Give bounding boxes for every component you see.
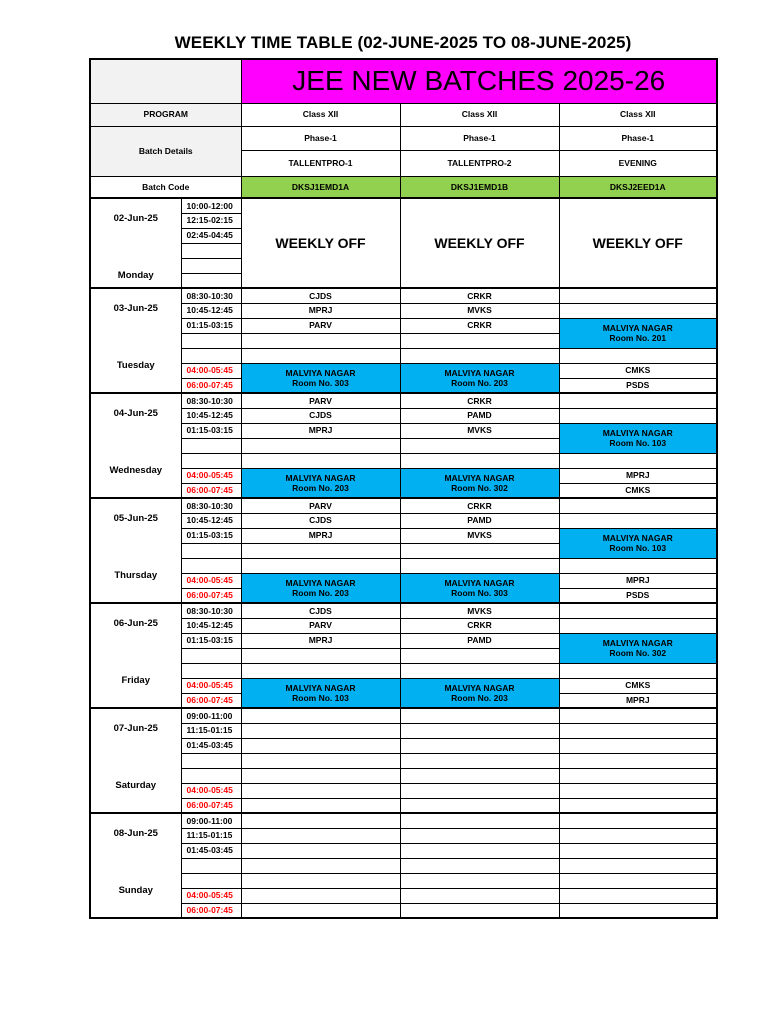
subject-cell: PARV (241, 618, 400, 633)
table-row (90, 558, 717, 573)
subject-cell (400, 813, 559, 828)
subject-cell: MVKS (400, 423, 559, 438)
table-row (90, 858, 717, 873)
day-date-cell (90, 708, 181, 813)
table-row (90, 678, 717, 693)
room-cell (400, 573, 559, 603)
room-number: Room No. 303 (451, 587, 508, 598)
subject-cell: PAMD (400, 408, 559, 423)
day-date-cell (90, 813, 181, 918)
day-date: 04-Jun-25 (113, 408, 158, 419)
room-number: Room No. 303 (292, 377, 349, 388)
subject-cell (559, 723, 717, 738)
table-row (90, 288, 717, 303)
subject-cell (559, 513, 717, 528)
table-row (90, 618, 717, 633)
room-number: Room No. 103 (609, 438, 667, 448)
time-slot (181, 663, 241, 678)
subject-cell (241, 333, 400, 348)
subject-cell (559, 618, 717, 633)
time-slot: 01:45-03:45 (181, 843, 241, 858)
time-slot (181, 753, 241, 768)
subject-cell (559, 858, 717, 873)
time-slot: 02:45-04:45 (181, 228, 241, 243)
table-row (90, 783, 717, 798)
subject-cell: CRKR (400, 318, 559, 333)
subject-cell: PAMD (400, 513, 559, 528)
room-number: Room No. 302 (451, 482, 508, 493)
time-slot (181, 648, 241, 663)
table-row (90, 768, 717, 783)
subject-cell (241, 768, 400, 783)
subject-cell (400, 828, 559, 843)
subject-cell (559, 558, 717, 573)
batch-name: TALLENTPRO-2 (400, 150, 559, 176)
batch-program: Class XII (241, 103, 400, 126)
subject-cell (559, 903, 717, 918)
subject-cell: CJDS (241, 288, 400, 303)
subject-cell (400, 843, 559, 858)
room-location: MALVIYA NAGAR (285, 682, 356, 693)
subject-cell (559, 603, 717, 618)
room-cell (559, 423, 717, 453)
room-location: MALVIYA NAGAR (444, 577, 515, 588)
banner-row (90, 59, 717, 103)
program-label: PROGRAM (90, 103, 241, 126)
batch-name: TALLENTPRO-1 (241, 150, 400, 176)
batch-code-row (90, 176, 717, 198)
document-title: WEEKLY TIME TABLE (02-JUNE-2025 TO 08-JUNE-2025) (174, 33, 632, 52)
subject-cell: CMKS (559, 483, 717, 498)
time-slot: 04:00-05:45 (181, 783, 241, 798)
room-cell (559, 528, 717, 558)
table-row (90, 813, 717, 828)
batch-program: Class XII (559, 103, 717, 126)
day-name: Friday (121, 675, 150, 687)
subject-cell: CJDS (241, 513, 400, 528)
subject-cell (559, 663, 717, 678)
table-row (90, 468, 717, 483)
day-name: Monday (117, 270, 154, 282)
subject-cell: CJDS (241, 408, 400, 423)
time-slot: 06:00-07:45 (181, 483, 241, 498)
subject-cell (241, 663, 400, 678)
banner-title: JEE NEW BATCHES 2025-26 (241, 59, 717, 103)
subject-cell: MPRJ (559, 468, 717, 483)
room-location: MALVIYA NAGAR (602, 532, 673, 543)
table-row (90, 528, 717, 543)
room-cell (559, 633, 717, 663)
subject-cell: CRKR (400, 498, 559, 513)
time-slot (181, 873, 241, 888)
subject-cell (400, 663, 559, 678)
time-slot (181, 348, 241, 363)
subject-cell (241, 723, 400, 738)
subject-cell (400, 753, 559, 768)
room-location: MALVIYA NAGAR (602, 322, 673, 333)
time-slot: 04:00-05:45 (181, 573, 241, 588)
subject-cell (559, 888, 717, 903)
room-cell (241, 468, 400, 498)
subject-cell (400, 888, 559, 903)
subject-cell (559, 393, 717, 408)
time-slot: 01:15-03:15 (181, 423, 241, 438)
room-cell (241, 678, 400, 708)
table-row (90, 843, 717, 858)
room-location: MALVIYA NAGAR (285, 577, 356, 588)
subject-cell: PARV (241, 498, 400, 513)
day-date: 08-Jun-25 (113, 828, 158, 839)
time-slot: 12:15-02:15 (181, 213, 241, 228)
subject-cell (559, 738, 717, 753)
subject-cell (400, 783, 559, 798)
subject-cell (400, 738, 559, 753)
time-slot: 10:45-12:45 (181, 303, 241, 318)
subject-cell: PSDS (559, 378, 717, 393)
batch-code: DKSJ1EMD1B (400, 176, 559, 198)
table-row (90, 828, 717, 843)
table-row (90, 603, 717, 618)
time-slot: 01:45-03:45 (181, 738, 241, 753)
time-slot: 06:00-07:45 (181, 378, 241, 393)
subject-cell: CMKS (559, 678, 717, 693)
time-slot (181, 273, 241, 288)
batch-name: EVENING (559, 150, 717, 176)
subject-cell (400, 558, 559, 573)
day-name: Thursday (114, 570, 158, 582)
subject-cell (241, 708, 400, 723)
subject-cell (400, 648, 559, 663)
time-slot: 08:30-10:30 (181, 393, 241, 408)
subject-cell (241, 813, 400, 828)
time-slot (181, 333, 241, 348)
table-row (90, 708, 717, 723)
day-date-cell (90, 393, 181, 498)
time-slot: 04:00-05:45 (181, 678, 241, 693)
subject-cell (559, 813, 717, 828)
subject-cell: MPRJ (241, 303, 400, 318)
room-cell (241, 573, 400, 603)
batch-phase: Phase-1 (241, 126, 400, 150)
subject-cell (241, 348, 400, 363)
table-row (90, 423, 717, 438)
room-number: Room No. 103 (292, 692, 349, 703)
table-row (90, 753, 717, 768)
time-slot: 08:30-10:30 (181, 288, 241, 303)
room-location: MALVIYA NAGAR (444, 682, 515, 693)
room-number: Room No. 203 (451, 377, 508, 388)
time-slot (181, 243, 241, 258)
subject-cell (559, 843, 717, 858)
table-row (90, 663, 717, 678)
room-number: Room No. 203 (292, 482, 349, 493)
subject-cell (241, 843, 400, 858)
room-cell (400, 678, 559, 708)
subject-cell (400, 723, 559, 738)
room-cell (559, 318, 717, 348)
table-row (90, 513, 717, 528)
time-slot: 06:00-07:45 (181, 903, 241, 918)
time-slot (181, 258, 241, 273)
time-slot: 04:00-05:45 (181, 363, 241, 378)
subject-cell (400, 333, 559, 348)
table-row (90, 393, 717, 408)
room-location: MALVIYA NAGAR (602, 427, 673, 438)
batch-program: Class XII (400, 103, 559, 126)
subject-cell: PSDS (559, 588, 717, 603)
time-slot (181, 558, 241, 573)
subject-cell: MVKS (400, 603, 559, 618)
time-slot: 08:30-10:30 (181, 498, 241, 513)
time-slot: 10:45-12:45 (181, 618, 241, 633)
table-row (90, 318, 717, 333)
time-slot: 06:00-07:45 (181, 798, 241, 813)
day-date: 02-Jun-25 (113, 213, 158, 224)
day-date: 07-Jun-25 (113, 723, 158, 734)
subject-cell (400, 873, 559, 888)
subject-cell (559, 873, 717, 888)
subject-cell (241, 753, 400, 768)
time-slot: 01:15-03:15 (181, 528, 241, 543)
time-slot: 04:00-05:45 (181, 888, 241, 903)
subject-cell (559, 408, 717, 423)
day-name: Sunday (118, 885, 153, 897)
table-row (90, 903, 717, 918)
time-slot (181, 438, 241, 453)
timetable (89, 58, 718, 919)
subject-cell: MPRJ (559, 693, 717, 708)
table-row (90, 873, 717, 888)
subject-cell (400, 438, 559, 453)
subject-cell: MPRJ (559, 573, 717, 588)
subject-cell: CMKS (559, 363, 717, 378)
time-slot: 06:00-07:45 (181, 693, 241, 708)
subject-cell (400, 798, 559, 813)
subject-cell (241, 738, 400, 753)
time-slot: 01:15-03:15 (181, 633, 241, 648)
program-row (90, 103, 717, 126)
room-cell (400, 468, 559, 498)
subject-cell: MPRJ (241, 633, 400, 648)
time-slot: 11:15-01:15 (181, 828, 241, 843)
subject-cell (241, 543, 400, 558)
subject-cell (241, 828, 400, 843)
banner-blank-cell (90, 59, 241, 103)
day-date: 05-Jun-25 (113, 513, 158, 524)
subject-cell: MVKS (400, 303, 559, 318)
weekly-off-cell: WEEKLY OFF (241, 198, 400, 288)
batch-phase: Phase-1 (559, 126, 717, 150)
table-row (90, 888, 717, 903)
phase-row (90, 126, 717, 150)
room-location: MALVIYA NAGAR (285, 472, 356, 483)
subject-cell (400, 768, 559, 783)
time-slot: 10:45-12:45 (181, 408, 241, 423)
subject-cell (241, 648, 400, 663)
batch-code: DKSJ2EED1A (559, 176, 717, 198)
room-location: MALVIYA NAGAR (444, 472, 515, 483)
subject-cell (400, 708, 559, 723)
time-slot: 11:15-01:15 (181, 723, 241, 738)
subject-cell (400, 543, 559, 558)
subject-cell (559, 348, 717, 363)
weekly-off-cell: WEEKLY OFF (400, 198, 559, 288)
table-row (90, 738, 717, 753)
day-date-cell (90, 603, 181, 708)
subject-cell (241, 858, 400, 873)
table-row (90, 723, 717, 738)
subject-cell (559, 783, 717, 798)
subject-cell (241, 438, 400, 453)
day-date: 03-Jun-25 (113, 303, 158, 314)
subject-cell (559, 288, 717, 303)
subject-cell (559, 708, 717, 723)
subject-cell (241, 873, 400, 888)
table-row (90, 498, 717, 513)
subject-cell (400, 453, 559, 468)
subject-cell (400, 903, 559, 918)
day-date-cell (90, 198, 181, 288)
subject-cell: CRKR (400, 393, 559, 408)
subject-cell: PARV (241, 318, 400, 333)
day-name: Wednesday (109, 465, 163, 477)
time-slot (181, 543, 241, 558)
room-number: Room No. 203 (451, 692, 508, 703)
time-slot (181, 768, 241, 783)
subject-cell: PARV (241, 393, 400, 408)
room-location: MALVIYA NAGAR (444, 367, 515, 378)
subject-cell (241, 783, 400, 798)
time-slot: 04:00-05:45 (181, 468, 241, 483)
subject-cell: MPRJ (241, 423, 400, 438)
subject-cell (241, 453, 400, 468)
subject-cell (559, 453, 717, 468)
batch-code: DKSJ1EMD1A (241, 176, 400, 198)
subject-cell: MVKS (400, 528, 559, 543)
subject-cell (559, 798, 717, 813)
table-row (90, 348, 717, 363)
subject-cell: PAMD (400, 633, 559, 648)
table-row (90, 303, 717, 318)
weekly-off-cell: WEEKLY OFF (559, 198, 717, 288)
day-name: Tuesday (116, 360, 155, 372)
room-number: Room No. 201 (609, 333, 667, 343)
table-row (90, 408, 717, 423)
table-row (90, 453, 717, 468)
table-row (90, 633, 717, 648)
time-slot: 10:00-12:00 (181, 198, 241, 213)
room-number: Room No. 203 (292, 587, 349, 598)
subject-cell (241, 903, 400, 918)
subject-cell (400, 348, 559, 363)
room-cell (400, 363, 559, 393)
table-row (90, 198, 717, 213)
time-slot: 08:30-10:30 (181, 603, 241, 618)
day-date-cell (90, 288, 181, 393)
time-slot: 09:00-11:00 (181, 813, 241, 828)
subject-cell (559, 768, 717, 783)
table-row (90, 363, 717, 378)
table-row (90, 573, 717, 588)
time-slot (181, 858, 241, 873)
subject-cell: CJDS (241, 603, 400, 618)
subject-cell (400, 858, 559, 873)
time-slot (181, 453, 241, 468)
batch-details-label: Batch Details (90, 126, 241, 176)
subject-cell (559, 753, 717, 768)
subject-cell: CRKR (400, 618, 559, 633)
batch-phase: Phase-1 (400, 126, 559, 150)
time-slot: 06:00-07:45 (181, 588, 241, 603)
subject-cell (559, 828, 717, 843)
subject-cell (559, 303, 717, 318)
room-cell (241, 363, 400, 393)
time-slot: 09:00-11:00 (181, 708, 241, 723)
subject-cell: CRKR (400, 288, 559, 303)
subject-cell: MPRJ (241, 528, 400, 543)
room-number: Room No. 103 (609, 543, 667, 553)
subject-cell (559, 498, 717, 513)
subject-cell (241, 798, 400, 813)
day-date-cell (90, 498, 181, 603)
room-number: Room No. 302 (609, 648, 667, 658)
time-slot: 01:15-03:15 (181, 318, 241, 333)
room-location: MALVIYA NAGAR (285, 367, 356, 378)
time-slot: 10:45-12:45 (181, 513, 241, 528)
day-date: 06-Jun-25 (113, 618, 158, 629)
subject-cell (241, 558, 400, 573)
batch-code-label: Batch Code (90, 176, 241, 198)
room-location: MALVIYA NAGAR (602, 637, 673, 648)
subject-cell (241, 888, 400, 903)
table-row (90, 798, 717, 813)
day-name: Saturday (115, 780, 157, 792)
